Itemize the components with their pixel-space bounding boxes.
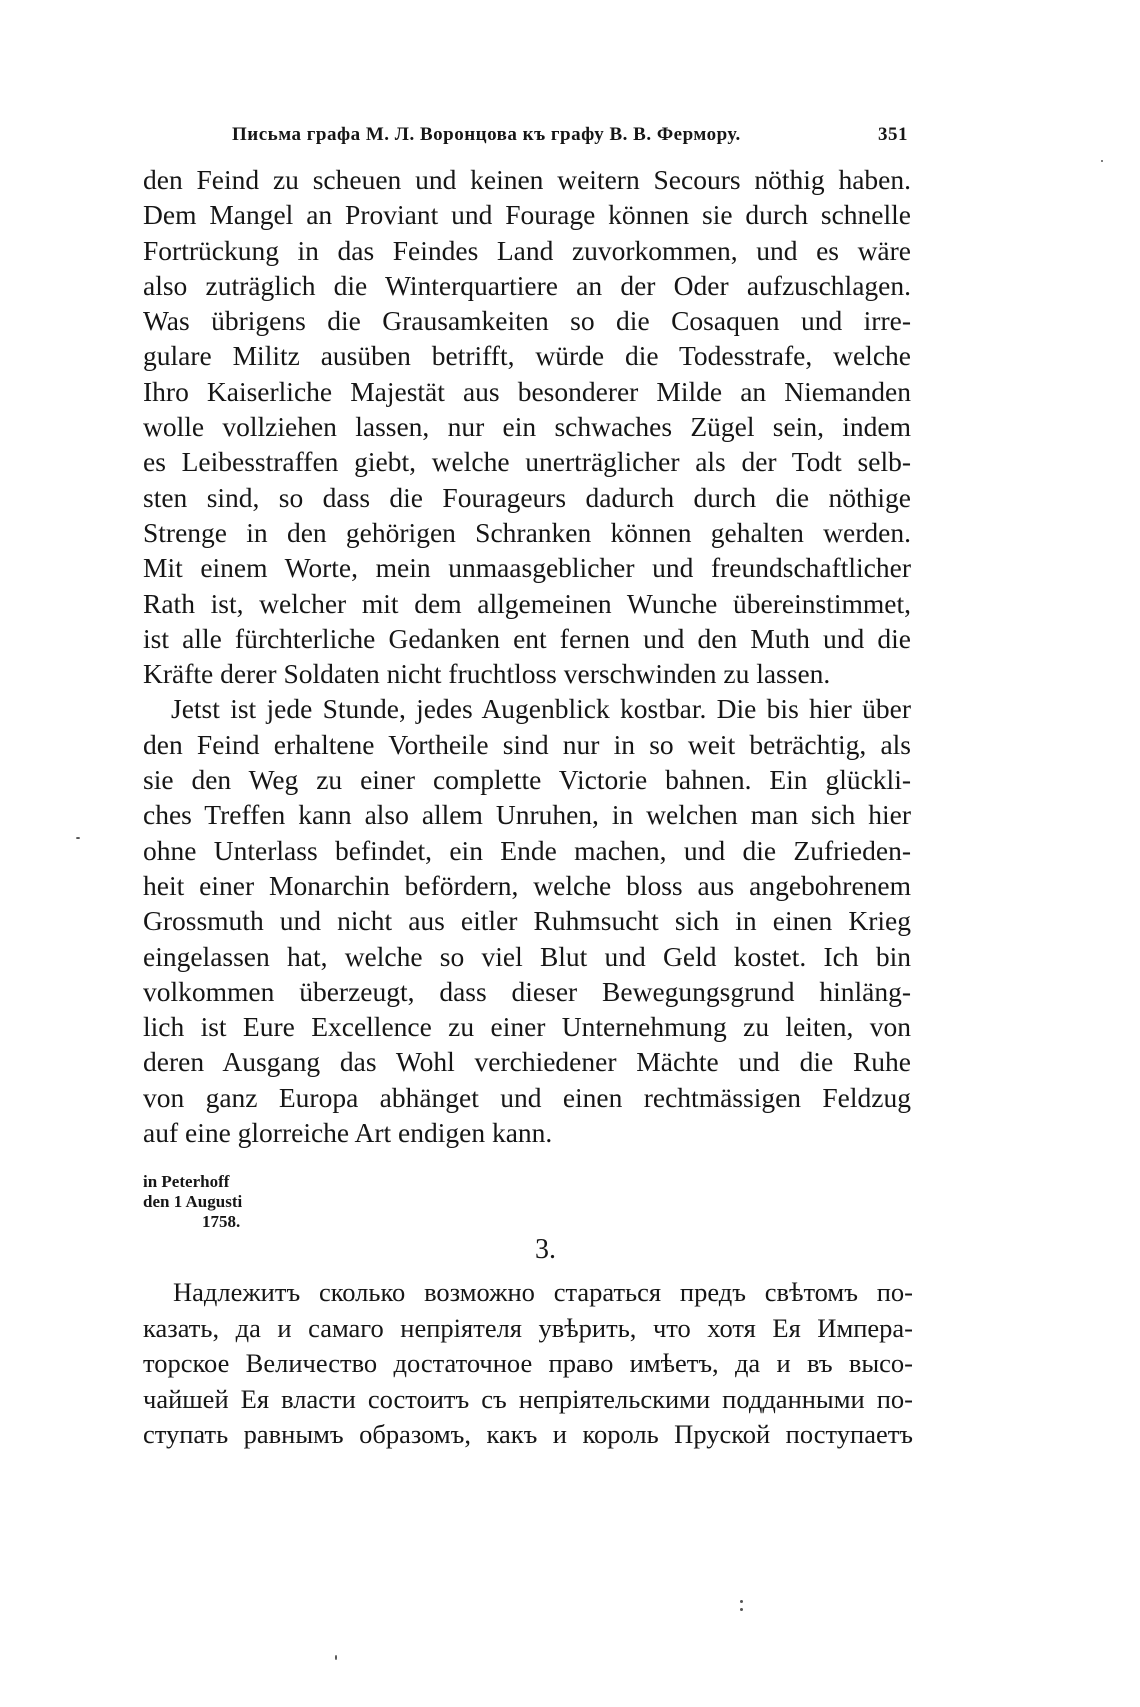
page-number: 351 [878, 124, 908, 145]
text-line: also zuträglich die Winterquartiere an der Oder aufzuschlagen. [143, 269, 911, 301]
text-line: Grossmuth und nicht aus eitler Ruhmsucht sich in einen Krieg [143, 905, 911, 937]
text-line: deren Ausgang das Wohl verchiedener Mächte und die Ruhe [143, 1046, 911, 1078]
german-letter-text [143, 162, 911, 1150]
text-line: den Feind zu scheuen und keinen weitern Secours nöthig haben. [143, 164, 911, 195]
text-line: eingelassen hat, welche so viel Blut und Geld kostet. Ich bin [143, 940, 911, 972]
text-line: Mit einem Worte, mein unmaasgeblicher und freundschaftlicher [143, 552, 911, 584]
dateline-date: den 1 Augusti [143, 1192, 243, 1211]
paragraph-start-line: Надлежитъ сколько возможно стараться предъ свѣтомъ по- [173, 1277, 913, 1307]
text-line: von ganz Europa abhänget und einen rechtmässigen Feldzug [143, 1081, 911, 1113]
text-line: Kräfte derer Soldaten nicht fruchtloss verschwinden zu lassen. [143, 658, 831, 690]
text-line: ches Treffen kann also allem Unruhen, in welchen man sich hier [143, 799, 911, 831]
text-line: Rath ist, welcher mit dem allgemeinen Wunche übereinstimmet, [143, 587, 911, 619]
text-line: Ihro Kaiserliche Majestät aus besonderer Milde an Niemanden [143, 375, 911, 407]
header-title: Письма графа М. Л. Воронцова къ графу В. В. Фермору. [232, 124, 741, 145]
text-line: Was übrigens die Grausamkeiten so die Cosaquen und irre- [143, 305, 911, 337]
russian-document-text [143, 1275, 913, 1453]
text-line: ohne Unterlass befindet, ein Ende machen, und die Zufrieden- [143, 834, 911, 866]
text-line: Strenge in den gehörigen Schranken können gehalten werden. [143, 516, 911, 548]
text-line: торское Величество достаточное право имѣетъ, да и въ высо- [143, 1348, 913, 1378]
scan-speck [740, 1600, 743, 1603]
section-number: 3. [535, 1234, 556, 1265]
running-header [232, 114, 908, 154]
text-line: ступать равнымъ образомъ, какъ и король Пруской поступаетъ [143, 1419, 913, 1449]
dateline-year: 1758. [202, 1212, 241, 1231]
text-line: volkommen überzeugt, dass dieser Bewegungsgrund hinläng- [143, 975, 911, 1007]
text-line: wolle vollziehen lassen, nur ein schwaches Zügel sein, indem [143, 411, 911, 443]
text-line: Fortrückung in das Feindes Land zuvorkommen, und es wäre [143, 234, 911, 266]
text-line: sie den Weg zu einer complette Victorie bahnen. Ein glückli- [143, 764, 911, 796]
text-line: gulare Militz ausüben betrifft, würde die Todesstrafe, welche [143, 340, 911, 372]
text-line: es Leibesstraffen giebt, welche unerträglicher als der Todt selb- [143, 446, 911, 478]
text-line: чайшей Ея власти состоитъ съ непріятельскими подданными по- [143, 1383, 913, 1414]
dateline-place: in Peterhoff [143, 1172, 230, 1191]
text-line: sten sind, so dass die Fourageurs dadurch durch die nöthige [143, 481, 911, 513]
text-line: казать, да и самаго непріятеля увѣрить, что хотя Ея Импера- [143, 1312, 913, 1343]
scan-speck [76, 837, 80, 839]
text-line: Dem Mangel an Proviant und Fourage können sie durch schnelle [143, 199, 911, 231]
scan-speck [1101, 160, 1103, 162]
text-line: ist alle fürchterliche Gedanken ent fernen und den Muth und die [143, 622, 911, 654]
text-line: den Feind erhaltene Vortheile sind nur in so weit beträchtig, als [143, 728, 911, 760]
text-line: lich ist Eure Excellence zu einer Unternehmung zu leiten, von [143, 1011, 911, 1043]
text-line: heit einer Monarchin befördern, welche bloss aus angebohrenem [143, 869, 911, 901]
text-line: auf eine glorreiche Art endigen kann. [143, 1117, 553, 1149]
scan-speck [335, 1655, 337, 1660]
paragraph-start-line: Jetst ist jede Stunde, jedes Augenblick kostbar. Die bis hier über [171, 693, 911, 725]
dateline [143, 1172, 242, 1232]
scan-speck [740, 1608, 743, 1611]
